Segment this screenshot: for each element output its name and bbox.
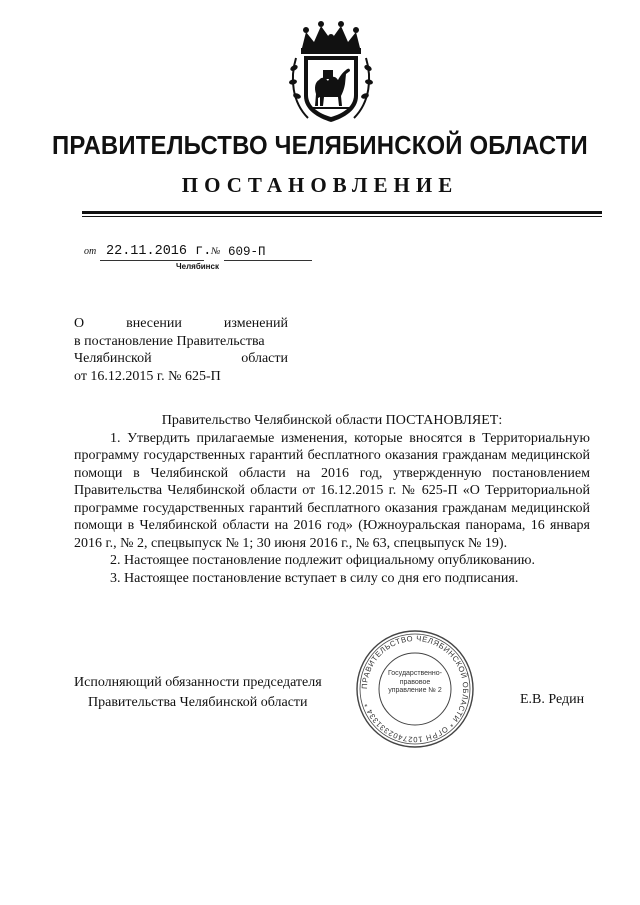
decree-item-1: 1. Утвердить прилагаемые изменения, которые вносятся в Территориальную программу государственных гарантий бесплатного оказания гражданам медицинской помощи в Челябинской области на 2016 год, утвержденную постановлением Правительства Челябинской области от 16.12.2015 г. № 625-П «О Территориальной программе государственных гарантий бесплатного оказания гражданам медицинской помощи в Челябинской области на 2016 год» (Южноуральская панорама, 16 января 2016 г., № 2, спецвыпуск № 1; 30 июня 2016 г., № 63, спецвыпуск № 19). xyxy=(74,430,590,551)
number-underline xyxy=(224,260,312,261)
organization-title: ПРАВИТЕЛЬСТВО ЧЕЛЯБИНСКОЙ ОБЛАСТИ xyxy=(52,130,588,160)
date-prefix-label: от xyxy=(84,246,97,257)
decree-number: 609-П xyxy=(228,245,266,259)
subject-word: Челябинской xyxy=(74,351,152,366)
signatory-position-line-1: Исполняющий обязанности председателя xyxy=(74,675,322,690)
seal-inner-text: Государственно-правовое управление № 2 xyxy=(387,670,443,694)
decree-body xyxy=(74,412,590,587)
signatory-block xyxy=(74,673,322,713)
header-rule-thick xyxy=(82,211,602,214)
signatory-name: Е.В. Редин xyxy=(520,692,585,707)
subject-word: О xyxy=(74,316,85,331)
number-prefix-label: № xyxy=(211,246,221,257)
document-type-title: ПОСТАНОВЛЕНИЕ xyxy=(181,173,459,197)
subject-word: внесении xyxy=(126,316,182,331)
decree-preamble: Правительство Челябинской области ПОСТАНОВЛЯЕТ: xyxy=(161,413,503,428)
subject-word: области xyxy=(241,351,288,366)
registration-line xyxy=(84,240,324,262)
subject-line-3 xyxy=(74,350,288,368)
seal-outer-text: ПРАВИТЕЛЬСТВО ЧЕЛЯБИНСКОЙ ОБЛАСТИ * ОГРН 1027402331334 * xyxy=(359,633,471,745)
coat-of-arms-icon xyxy=(288,18,374,126)
signatory-position-line-2: Правительства Челябинской области xyxy=(88,695,308,710)
subject-line-1 xyxy=(74,315,288,333)
subject-line-4: от 16.12.2015 г. № 625-П xyxy=(74,368,221,384)
decree-item-2: 2. Настоящее постановление подлежит официальному опубликованию. xyxy=(110,553,535,568)
decree-item-3: 3. Настоящее постановление вступает в силу со дня его подписания. xyxy=(110,570,519,586)
header-rule-thin xyxy=(82,216,602,217)
decree-subject xyxy=(74,315,288,385)
city-label: Челябинск xyxy=(176,262,219,271)
official-seal-icon xyxy=(354,628,476,750)
date-underline xyxy=(100,260,204,261)
subject-word: изменений xyxy=(223,316,288,331)
subject-line-2: в постановление Правительства xyxy=(74,333,265,349)
decree-date: 22.11.2016 г. xyxy=(106,244,212,259)
